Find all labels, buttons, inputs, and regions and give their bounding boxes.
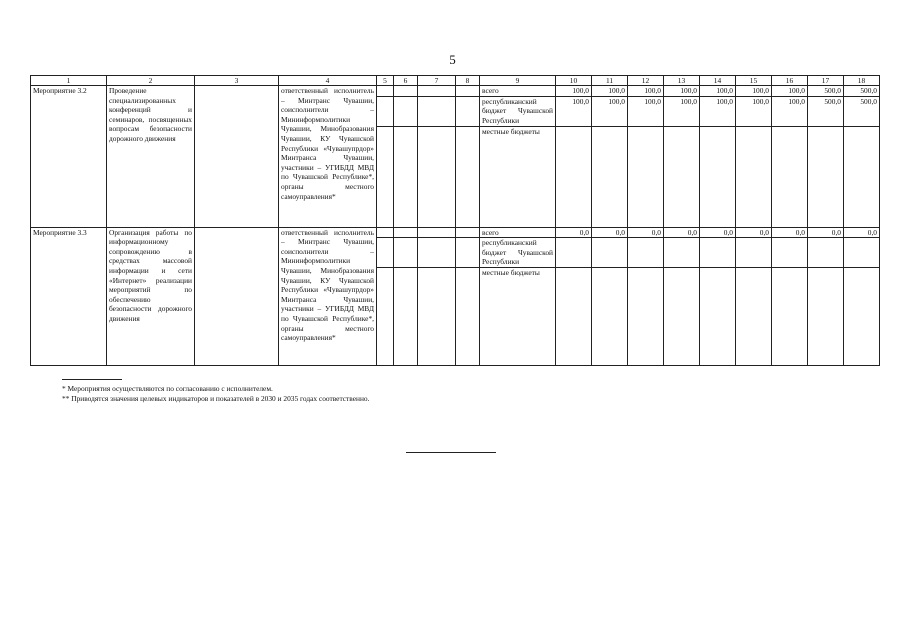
funding-source: республиканский бюджет Чувашской Республики bbox=[480, 238, 556, 268]
column-number-cell: 15 bbox=[736, 76, 772, 86]
funding-value bbox=[628, 268, 664, 366]
funding-value: 500,0 bbox=[844, 96, 880, 126]
funding-value bbox=[700, 238, 736, 268]
funding-value: 0,0 bbox=[556, 227, 592, 238]
funding-value: 500,0 bbox=[808, 86, 844, 97]
footnote-1: * Мероприятия осуществляются по согласованию с исполнителем. bbox=[62, 384, 273, 393]
measure-col3 bbox=[195, 86, 279, 228]
column-number-cell: 7 bbox=[418, 76, 456, 86]
empty-cell bbox=[377, 268, 394, 366]
column-number-cell: 4 bbox=[279, 76, 377, 86]
column-number-cell: 5 bbox=[377, 76, 394, 86]
column-number-cell: 12 bbox=[628, 76, 664, 86]
table-row bbox=[31, 227, 880, 238]
funding-value: 100,0 bbox=[628, 86, 664, 97]
funding-value bbox=[664, 238, 700, 268]
funding-source: всего bbox=[480, 227, 556, 238]
column-number-cell: 2 bbox=[107, 76, 195, 86]
funding-value: 100,0 bbox=[736, 86, 772, 97]
empty-cell bbox=[377, 86, 394, 97]
measure-name: Проведение специализированных конференций и семинаров, посвященных вопросам безопасности дорожного движения bbox=[107, 86, 195, 228]
funding-value: 0,0 bbox=[628, 227, 664, 238]
empty-cell bbox=[394, 96, 418, 126]
empty-cell bbox=[456, 96, 480, 126]
measure-executors: ответственный исполнитель – Минтранс Чувашии, соисполнители – Мининформполитики Чувашии, Минобразования Чувашии, КУ Чувашской Республики «Чувашупрдор» Минтранса Чувашии, участники – УГИБДД МВД по Чувашской Республике*, органы местного самоуправления* bbox=[279, 86, 377, 228]
empty-cell bbox=[418, 86, 456, 97]
empty-cell bbox=[377, 238, 394, 268]
funding-value bbox=[772, 238, 808, 268]
funding-value bbox=[628, 126, 664, 227]
funding-value bbox=[664, 268, 700, 366]
page-number: 5 bbox=[449, 52, 456, 67]
empty-cell bbox=[394, 268, 418, 366]
column-number-cell: 13 bbox=[664, 76, 700, 86]
table-row bbox=[31, 86, 880, 97]
funding-value: 100,0 bbox=[772, 86, 808, 97]
funding-value bbox=[628, 238, 664, 268]
empty-cell bbox=[377, 227, 394, 238]
empty-cell bbox=[394, 86, 418, 97]
empty-cell bbox=[377, 126, 394, 227]
funding-value bbox=[556, 126, 592, 227]
funding-value: 100,0 bbox=[664, 86, 700, 97]
funding-value: 100,0 bbox=[556, 96, 592, 126]
empty-cell bbox=[377, 96, 394, 126]
column-number-cell: 3 bbox=[195, 76, 279, 86]
column-number-cell: 10 bbox=[556, 76, 592, 86]
funding-value: 100,0 bbox=[700, 86, 736, 97]
funding-value: 100,0 bbox=[592, 86, 628, 97]
funding-value bbox=[556, 268, 592, 366]
funding-value: 100,0 bbox=[664, 96, 700, 126]
empty-cell bbox=[456, 227, 480, 238]
funding-value bbox=[808, 238, 844, 268]
measure-id: Мероприятие 3.2 bbox=[31, 86, 107, 228]
empty-cell bbox=[418, 268, 456, 366]
funding-value bbox=[772, 126, 808, 227]
funding-source: всего bbox=[480, 86, 556, 97]
funding-value: 500,0 bbox=[808, 96, 844, 126]
empty-cell bbox=[418, 227, 456, 238]
funding-value bbox=[736, 126, 772, 227]
funding-value bbox=[844, 268, 880, 366]
funding-value: 0,0 bbox=[700, 227, 736, 238]
funding-value bbox=[592, 238, 628, 268]
funding-value: 500,0 bbox=[844, 86, 880, 97]
column-number-cell: 8 bbox=[456, 76, 480, 86]
column-number-cell: 1 bbox=[31, 76, 107, 86]
funding-value: 100,0 bbox=[736, 96, 772, 126]
funding-value: 0,0 bbox=[808, 227, 844, 238]
measure-id: Мероприятие 3.3 bbox=[31, 227, 107, 366]
funding-value bbox=[700, 268, 736, 366]
funding-value bbox=[844, 126, 880, 227]
funding-value: 0,0 bbox=[736, 227, 772, 238]
column-number-cell: 16 bbox=[772, 76, 808, 86]
funding-value bbox=[844, 238, 880, 268]
funding-value bbox=[592, 126, 628, 227]
funding-value: 100,0 bbox=[772, 96, 808, 126]
funding-value bbox=[664, 126, 700, 227]
funding-value: 100,0 bbox=[556, 86, 592, 97]
funding-value bbox=[700, 126, 736, 227]
empty-cell bbox=[456, 126, 480, 227]
column-number-cell: 17 bbox=[808, 76, 844, 86]
measure-executors: ответственный исполнитель – Минтранс Чувашии, соисполнители – Мининформполитики Чувашии, Минобразования Чувашии, КУ Чувашской Республики «Чувашупрдор» Минтранса Чувашии, участники – УГИБДД МВД по Чувашской Республике*, органы местного самоуправления* bbox=[279, 227, 377, 366]
funding-value: 0,0 bbox=[592, 227, 628, 238]
measure-col3 bbox=[195, 227, 279, 366]
funding-value: 0,0 bbox=[664, 227, 700, 238]
funding-source: местные бюджеты bbox=[480, 268, 556, 366]
funding-source: республиканский бюджет Чувашской Республики bbox=[480, 96, 556, 126]
funding-value bbox=[736, 268, 772, 366]
footnotes bbox=[62, 384, 369, 403]
funding-value bbox=[808, 268, 844, 366]
footnote-rule bbox=[62, 379, 122, 380]
funding-value: 100,0 bbox=[628, 96, 664, 126]
empty-cell bbox=[418, 238, 456, 268]
funding-value: 100,0 bbox=[592, 96, 628, 126]
column-number-row bbox=[31, 76, 880, 86]
funding-value bbox=[772, 268, 808, 366]
funding-value: 0,0 bbox=[844, 227, 880, 238]
empty-cell bbox=[394, 238, 418, 268]
empty-cell bbox=[394, 227, 418, 238]
column-number-cell: 18 bbox=[844, 76, 880, 86]
column-number-cell: 9 bbox=[480, 76, 556, 86]
column-number-cell: 14 bbox=[700, 76, 736, 86]
funding-value bbox=[808, 126, 844, 227]
end-rule bbox=[406, 452, 496, 453]
funding-source: местные бюджеты bbox=[480, 126, 556, 227]
column-number-cell: 11 bbox=[592, 76, 628, 86]
empty-cell bbox=[418, 96, 456, 126]
funding-value: 0,0 bbox=[772, 227, 808, 238]
empty-cell bbox=[418, 126, 456, 227]
measures-table bbox=[30, 75, 880, 366]
measure-name: Организация работы по информационному сопровождению в средствах массовой информации и сети «Интернет» реализации мероприятий по обеспечению безопасности дорожного движения bbox=[107, 227, 195, 366]
footnote-2: ** Приводятся значения целевых индикаторов и показателей в 2030 и 2035 годах соответственно. bbox=[62, 393, 370, 403]
empty-cell bbox=[456, 268, 480, 366]
empty-cell bbox=[456, 238, 480, 268]
funding-value bbox=[592, 268, 628, 366]
empty-cell bbox=[394, 126, 418, 227]
funding-value bbox=[736, 238, 772, 268]
funding-value bbox=[556, 238, 592, 268]
funding-value: 100,0 bbox=[700, 96, 736, 126]
empty-cell bbox=[456, 86, 480, 97]
column-number-cell: 6 bbox=[394, 76, 418, 86]
